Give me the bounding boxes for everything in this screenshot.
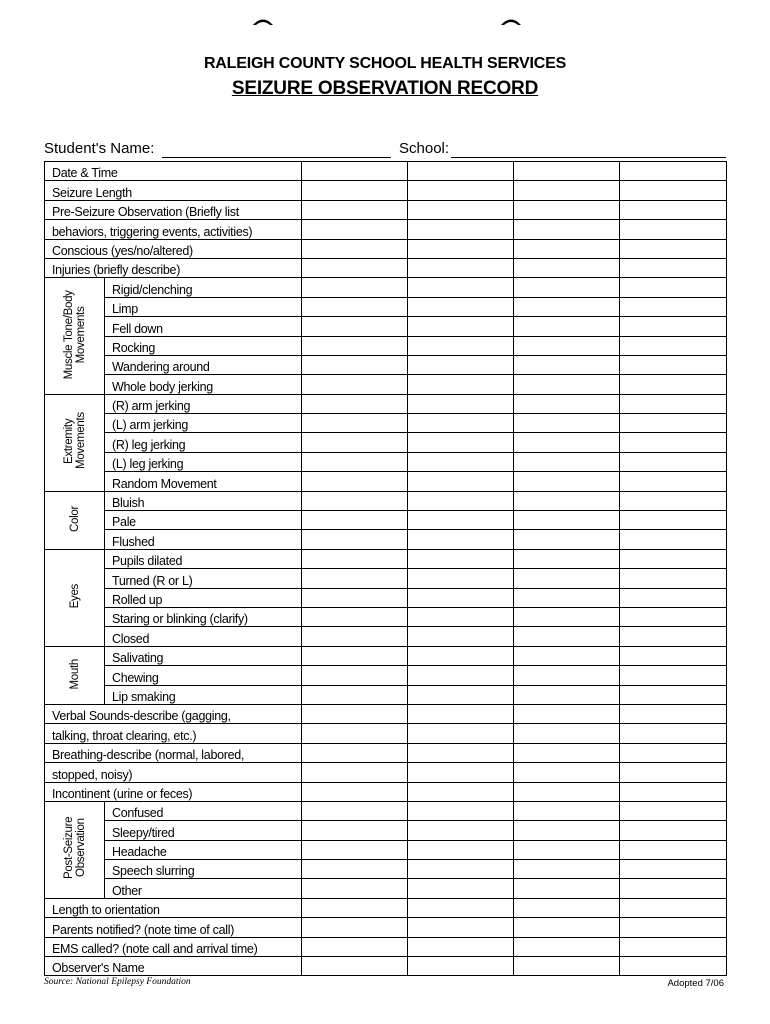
group-label: Muscle Tone/Body Movements: [62, 290, 87, 379]
row-label: Observer's Name: [45, 957, 302, 976]
row-label: Conscious (yes/no/altered): [45, 239, 302, 258]
observation-entry-cell[interactable]: [302, 220, 408, 239]
observation-entry-cell[interactable]: [514, 724, 620, 743]
table-row: [45, 278, 727, 297]
observation-entry-cell[interactable]: [620, 724, 727, 743]
organization-heading: RALEIGH COUNTY SCHOOL HEALTH SERVICES: [203, 55, 567, 72]
row-label: Staring or blinking (clarify): [105, 607, 302, 626]
observation-entry-cell[interactable]: [302, 452, 408, 471]
observation-entry-cell[interactable]: [408, 336, 514, 355]
observation-entry-cell[interactable]: [302, 782, 408, 801]
observation-entry-cell[interactable]: [408, 821, 514, 840]
observation-entry-cell[interactable]: [408, 472, 514, 491]
observation-entry-cell[interactable]: [620, 258, 727, 277]
observation-entry-cell[interactable]: [620, 782, 727, 801]
table-row: [45, 162, 727, 181]
punch-hole-mark-right: [500, 16, 522, 26]
group-label: Extremity Movements: [62, 412, 87, 470]
student-name-field[interactable]: [162, 157, 391, 158]
group-label-cell: [45, 801, 105, 898]
observation-entry-cell[interactable]: [514, 569, 620, 588]
group-label-cell: [45, 394, 105, 491]
observation-entry-cell[interactable]: [302, 588, 408, 607]
observation-entry-cell[interactable]: [620, 549, 727, 568]
observation-entry-cell[interactable]: [302, 918, 408, 937]
group-label-cell: [45, 646, 105, 704]
observation-entry-cell[interactable]: [302, 666, 408, 685]
observation-entry-cell[interactable]: [514, 297, 620, 316]
observation-entry-cell[interactable]: [620, 181, 727, 200]
table-row: [45, 821, 727, 840]
observation-entry-cell[interactable]: [302, 763, 408, 782]
table-row: [45, 181, 727, 200]
observation-entry-cell[interactable]: [514, 801, 620, 820]
table-row: [45, 685, 727, 704]
observation-entry-cell[interactable]: [514, 162, 620, 181]
observation-entry-cell[interactable]: [302, 239, 408, 258]
observation-entry-cell[interactable]: [514, 414, 620, 433]
observation-entry-cell[interactable]: [302, 472, 408, 491]
observation-entry-cell[interactable]: [302, 821, 408, 840]
observation-entry-cell[interactable]: [620, 627, 727, 646]
observation-entry-cell[interactable]: [620, 588, 727, 607]
observation-entry-cell[interactable]: [408, 162, 514, 181]
observation-entry-cell[interactable]: [620, 530, 727, 549]
row-label: Chewing: [105, 666, 302, 685]
row-label: Salivating: [105, 646, 302, 665]
row-label: Rocking: [105, 336, 302, 355]
observation-entry-cell[interactable]: [620, 898, 727, 917]
observation-entry-cell[interactable]: [514, 607, 620, 626]
observation-entry-cell[interactable]: [620, 433, 727, 452]
observation-entry-cell[interactable]: [514, 220, 620, 239]
row-label: Headache: [105, 840, 302, 859]
observation-entry-cell[interactable]: [302, 530, 408, 549]
observation-entry-cell[interactable]: [620, 491, 727, 510]
row-label: Breathing-describe (normal, labored,: [45, 743, 302, 762]
observation-entry-cell[interactable]: [408, 258, 514, 277]
row-label: (R) arm jerking: [105, 394, 302, 413]
adopted-date: Adopted 7/06: [667, 978, 724, 989]
observation-entry-cell[interactable]: [302, 840, 408, 859]
row-label: Wandering around: [105, 355, 302, 374]
group-label: Eyes: [68, 584, 81, 609]
observation-entry-cell[interactable]: [620, 414, 727, 433]
row-label: Other: [105, 879, 302, 898]
observation-entry-cell[interactable]: [302, 724, 408, 743]
table-row: [45, 801, 727, 820]
observation-entry-cell[interactable]: [514, 355, 620, 374]
observation-entry-cell[interactable]: [514, 181, 620, 200]
observation-entry-cell[interactable]: [514, 821, 620, 840]
row-label: Pre-Seizure Observation (Briefly list: [45, 200, 302, 219]
observation-entry-cell[interactable]: [514, 627, 620, 646]
row-label: (L) arm jerking: [105, 414, 302, 433]
table-row: [45, 530, 727, 549]
observation-entry-cell[interactable]: [620, 336, 727, 355]
observation-entry-cell[interactable]: [408, 724, 514, 743]
observation-entry-cell[interactable]: [408, 511, 514, 530]
observation-entry-cell[interactable]: [408, 220, 514, 239]
table-row: [45, 957, 727, 976]
observation-entry-cell[interactable]: [408, 181, 514, 200]
row-label: Turned (R or L): [105, 569, 302, 588]
observation-entry-cell[interactable]: [408, 549, 514, 568]
observation-entry-cell[interactable]: [514, 860, 620, 879]
row-label: Closed: [105, 627, 302, 646]
table-row: [45, 743, 727, 762]
observation-entry-cell[interactable]: [408, 278, 514, 297]
student-name-label: Student's Name:: [44, 140, 155, 157]
observation-entry-cell[interactable]: [302, 200, 408, 219]
table-row: [45, 414, 727, 433]
row-label: Date & Time: [45, 162, 302, 181]
observation-entry-cell[interactable]: [514, 530, 620, 549]
observation-entry-cell[interactable]: [408, 433, 514, 452]
observation-entry-cell[interactable]: [514, 782, 620, 801]
row-label: Limp: [105, 297, 302, 316]
observation-entry-cell[interactable]: [620, 743, 727, 762]
table-row: [45, 782, 727, 801]
observation-entry-cell[interactable]: [302, 162, 408, 181]
row-label: Rigid/clenching: [105, 278, 302, 297]
observation-entry-cell[interactable]: [514, 918, 620, 937]
observation-entry-cell[interactable]: [302, 336, 408, 355]
observation-entry-cell[interactable]: [514, 472, 620, 491]
observation-entry-cell[interactable]: [408, 898, 514, 917]
observation-entry-cell[interactable]: [514, 879, 620, 898]
group-label-cell: [45, 549, 105, 646]
observation-entry-cell[interactable]: [302, 317, 408, 336]
group-label-cell: [45, 491, 105, 549]
observation-entry-cell[interactable]: [620, 278, 727, 297]
observation-entry-cell[interactable]: [620, 452, 727, 471]
table-row: [45, 491, 727, 510]
observation-entry-cell[interactable]: [302, 743, 408, 762]
row-label: Parents notified? (note time of call): [45, 918, 302, 937]
observation-entry-cell[interactable]: [514, 763, 620, 782]
observation-entry-cell[interactable]: [620, 569, 727, 588]
observation-entry-cell[interactable]: [302, 937, 408, 956]
observation-entry-cell[interactable]: [302, 394, 408, 413]
observation-entry-cell[interactable]: [408, 918, 514, 937]
observation-entry-cell[interactable]: [620, 239, 727, 258]
table-row: [45, 763, 727, 782]
observation-entry-cell[interactable]: [302, 646, 408, 665]
observation-entry-cell[interactable]: [514, 957, 620, 976]
observation-entry-cell[interactable]: [514, 375, 620, 394]
observation-entry-cell[interactable]: [408, 743, 514, 762]
observation-entry-cell[interactable]: [620, 879, 727, 898]
row-label: (R) leg jerking: [105, 433, 302, 452]
row-label: Fell down: [105, 317, 302, 336]
table-row: [45, 879, 727, 898]
observation-entry-cell[interactable]: [408, 200, 514, 219]
row-label: talking, throat clearing, etc.): [45, 724, 302, 743]
observation-entry-cell[interactable]: [620, 957, 727, 976]
observation-entry-cell[interactable]: [620, 937, 727, 956]
observation-entry-cell[interactable]: [408, 491, 514, 510]
observation-entry-cell[interactable]: [408, 239, 514, 258]
observation-entry-cell[interactable]: [620, 918, 727, 937]
row-label: Flushed: [105, 530, 302, 549]
seizure-observation-table: [44, 161, 727, 976]
observation-entry-cell[interactable]: [302, 278, 408, 297]
table-row: [45, 220, 727, 239]
observation-entry-cell[interactable]: [302, 491, 408, 510]
observation-entry-cell[interactable]: [408, 569, 514, 588]
observation-entry-cell[interactable]: [302, 860, 408, 879]
table-row: [45, 433, 727, 452]
observation-entry-cell[interactable]: [620, 220, 727, 239]
observation-entry-cell[interactable]: [620, 666, 727, 685]
table-row: [45, 666, 727, 685]
observation-entry-cell[interactable]: [408, 879, 514, 898]
observation-entry-cell[interactable]: [620, 821, 727, 840]
observation-entry-cell[interactable]: [408, 840, 514, 859]
observation-entry-cell[interactable]: [620, 297, 727, 316]
observation-entry-cell[interactable]: [620, 801, 727, 820]
observation-entry-cell[interactable]: [408, 297, 514, 316]
table-row: [45, 724, 727, 743]
row-label: behaviors, triggering events, activities): [45, 220, 302, 239]
group-label-cell: [45, 278, 105, 394]
group-label: Post-Seizure Observation: [62, 817, 87, 880]
observation-entry-cell[interactable]: [408, 685, 514, 704]
observation-entry-cell[interactable]: [514, 317, 620, 336]
observation-entry-cell[interactable]: [408, 530, 514, 549]
observation-entry-cell[interactable]: [302, 511, 408, 530]
observation-entry-cell[interactable]: [408, 763, 514, 782]
observation-entry-cell[interactable]: [514, 511, 620, 530]
observation-entry-cell[interactable]: [408, 666, 514, 685]
observation-entry-cell[interactable]: [408, 452, 514, 471]
observation-entry-cell[interactable]: [514, 549, 620, 568]
observation-entry-cell[interactable]: [514, 743, 620, 762]
row-label: Pupils dilated: [105, 549, 302, 568]
observation-entry-cell[interactable]: [514, 646, 620, 665]
observation-entry-cell[interactable]: [620, 607, 727, 626]
row-label: Lip smaking: [105, 685, 302, 704]
table-row: [45, 898, 727, 917]
group-label: Color: [68, 505, 81, 532]
observation-entry-cell[interactable]: [514, 666, 620, 685]
observation-entry-cell[interactable]: [302, 627, 408, 646]
observation-entry-cell[interactable]: [620, 162, 727, 181]
observation-entry-cell[interactable]: [302, 957, 408, 976]
observation-entry-cell[interactable]: [514, 433, 620, 452]
row-label: Random Movement: [105, 472, 302, 491]
observation-entry-cell[interactable]: [514, 278, 620, 297]
observation-entry-cell[interactable]: [514, 898, 620, 917]
observation-entry-cell[interactable]: [302, 607, 408, 626]
row-label: Length to orientation: [45, 898, 302, 917]
table-row: [45, 607, 727, 626]
table-row: [45, 258, 727, 277]
source-note: Source: National Epilepsy Foundation: [44, 977, 191, 987]
observation-entry-cell[interactable]: [408, 627, 514, 646]
observation-entry-cell[interactable]: [408, 317, 514, 336]
observation-entry-cell[interactable]: [302, 569, 408, 588]
table-row: [45, 394, 727, 413]
row-label: Confused: [105, 801, 302, 820]
table-row: [45, 627, 727, 646]
table-row: [45, 569, 727, 588]
observation-entry-cell[interactable]: [408, 414, 514, 433]
table-row: [45, 918, 727, 937]
row-label: Seizure Length: [45, 181, 302, 200]
observation-entry-cell[interactable]: [302, 181, 408, 200]
observation-entry-cell[interactable]: [514, 239, 620, 258]
table-row: [45, 452, 727, 471]
row-label: Whole body jerking: [105, 375, 302, 394]
row-label: Rolled up: [105, 588, 302, 607]
school-field[interactable]: [451, 157, 726, 158]
row-label: Incontinent (urine or feces): [45, 782, 302, 801]
observation-entry-cell[interactable]: [302, 355, 408, 374]
observation-entry-cell[interactable]: [408, 646, 514, 665]
observation-entry-cell[interactable]: [302, 879, 408, 898]
table-row: [45, 355, 727, 374]
observation-entry-cell[interactable]: [408, 782, 514, 801]
observation-entry-cell[interactable]: [514, 491, 620, 510]
observation-entry-cell[interactable]: [408, 375, 514, 394]
observation-entry-cell[interactable]: [302, 685, 408, 704]
observation-entry-cell[interactable]: [620, 763, 727, 782]
observation-entry-cell[interactable]: [620, 511, 727, 530]
observation-entry-cell[interactable]: [514, 258, 620, 277]
observation-entry-cell[interactable]: [408, 937, 514, 956]
table-row: [45, 646, 727, 665]
observation-entry-cell[interactable]: [302, 801, 408, 820]
table-row: [45, 588, 727, 607]
observation-entry-cell[interactable]: [408, 394, 514, 413]
table-row: [45, 336, 727, 355]
observation-entry-cell[interactable]: [302, 704, 408, 723]
observation-entry-cell[interactable]: [620, 704, 727, 723]
form-title: SEIZURE OBSERVATION RECORD: [231, 78, 539, 99]
observation-entry-cell[interactable]: [408, 860, 514, 879]
group-label: Mouth: [68, 658, 81, 690]
observation-entry-cell[interactable]: [620, 472, 727, 491]
observation-entry-cell[interactable]: [514, 452, 620, 471]
row-label: Verbal Sounds-describe (gagging,: [45, 704, 302, 723]
table-row: [45, 317, 727, 336]
table-row: [45, 511, 727, 530]
school-label: School:: [399, 140, 450, 157]
observation-entry-cell[interactable]: [620, 317, 727, 336]
observation-entry-cell[interactable]: [620, 685, 727, 704]
observation-entry-cell[interactable]: [408, 704, 514, 723]
table-row: [45, 375, 727, 394]
table-row: [45, 472, 727, 491]
observation-entry-cell[interactable]: [620, 394, 727, 413]
observation-entry-cell[interactable]: [408, 607, 514, 626]
observation-entry-cell[interactable]: [514, 588, 620, 607]
observation-entry-cell[interactable]: [302, 433, 408, 452]
observation-entry-cell[interactable]: [408, 355, 514, 374]
observation-entry-cell[interactable]: [302, 297, 408, 316]
observation-entry-cell[interactable]: [302, 375, 408, 394]
table-row: [45, 937, 727, 956]
observation-entry-cell[interactable]: [620, 646, 727, 665]
observation-entry-cell[interactable]: [514, 200, 620, 219]
observation-entry-cell[interactable]: [408, 801, 514, 820]
punch-hole-mark-left: [252, 16, 274, 26]
observation-entry-cell[interactable]: [620, 840, 727, 859]
observation-entry-cell[interactable]: [302, 898, 408, 917]
row-label: Speech slurring: [105, 860, 302, 879]
observation-entry-cell[interactable]: [620, 200, 727, 219]
row-label: Pale: [105, 511, 302, 530]
row-label: Bluish: [105, 491, 302, 510]
row-label: Injuries (briefly describe): [45, 258, 302, 277]
observation-entry-cell[interactable]: [514, 336, 620, 355]
observation-entry-cell[interactable]: [514, 937, 620, 956]
table-row: [45, 297, 727, 316]
observation-entry-cell[interactable]: [408, 588, 514, 607]
table-row: [45, 704, 727, 723]
table-row: [45, 840, 727, 859]
observation-entry-cell[interactable]: [514, 704, 620, 723]
observation-entry-cell[interactable]: [408, 957, 514, 976]
observation-entry-cell[interactable]: [302, 258, 408, 277]
table-row: [45, 200, 727, 219]
observation-entry-cell[interactable]: [302, 414, 408, 433]
observation-entry-cell[interactable]: [620, 375, 727, 394]
observation-entry-cell[interactable]: [514, 394, 620, 413]
observation-entry-cell[interactable]: [620, 860, 727, 879]
observation-entry-cell[interactable]: [514, 685, 620, 704]
row-label: stopped, noisy): [45, 763, 302, 782]
observation-entry-cell[interactable]: [620, 355, 727, 374]
table-row: [45, 549, 727, 568]
row-label: Sleepy/tired: [105, 821, 302, 840]
row-label: EMS called? (note call and arrival time): [45, 937, 302, 956]
table-row: [45, 860, 727, 879]
row-label: (L) leg jerking: [105, 452, 302, 471]
table-row: [45, 239, 727, 258]
observation-entry-cell[interactable]: [514, 840, 620, 859]
observation-entry-cell[interactable]: [302, 549, 408, 568]
